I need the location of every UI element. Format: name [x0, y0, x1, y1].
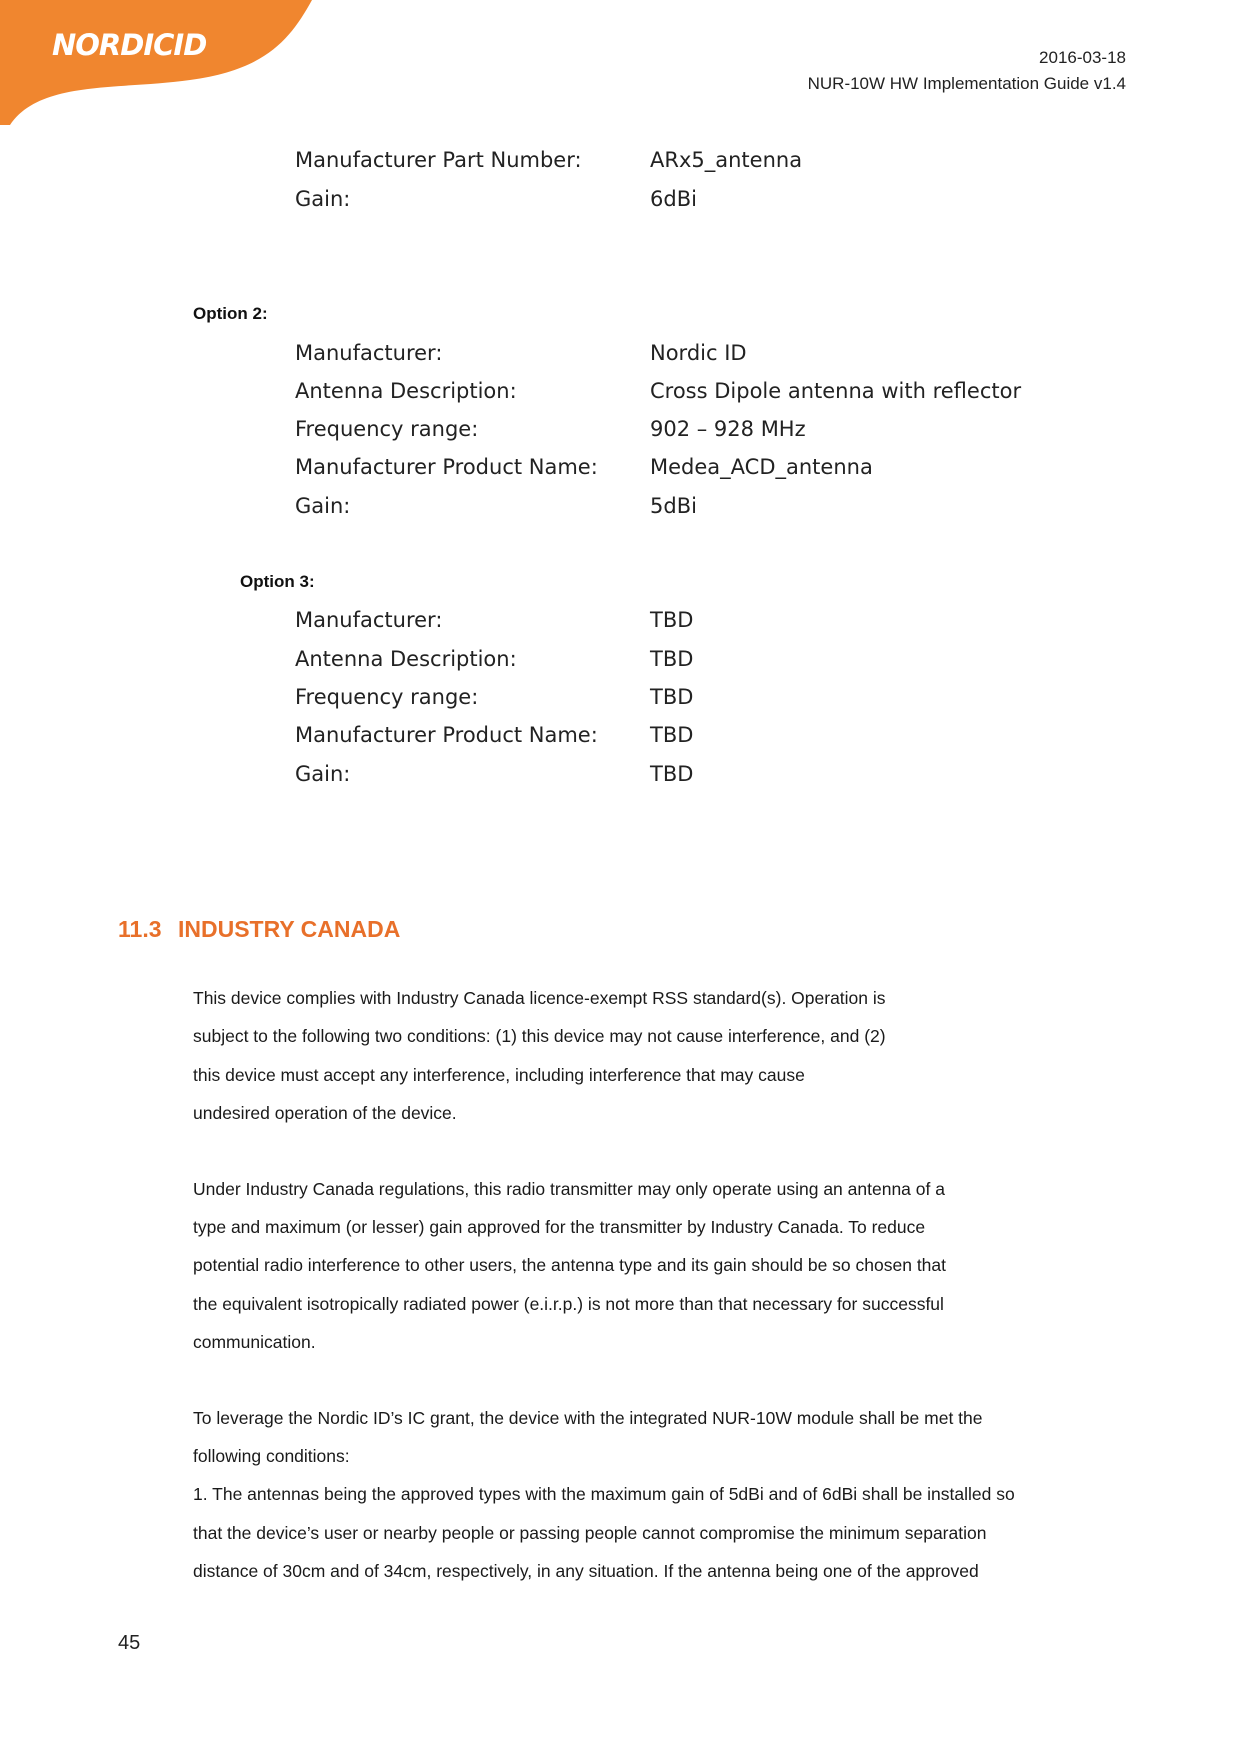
header-doc-title: NUR-10W HW Implementation Guide v1.4 — [807, 74, 1126, 93]
nordicid-logo — [0, 0, 320, 130]
logo-text: NORDICID — [52, 28, 207, 62]
kv-key: Manufacturer: — [295, 608, 443, 632]
paragraph-line: distance of 30cm and of 34cm, respectively, in any situation. If the antenna being one of the approved — [193, 1561, 979, 1581]
kv-key: Antenna Description: — [295, 379, 517, 403]
paragraph-line: potential radio interference to other users, the antenna type and its gain should be so chosen that — [193, 1255, 947, 1275]
kv-key: Manufacturer Product Name: — [295, 455, 598, 479]
kv-value: Nordic ID — [650, 341, 747, 365]
paragraph-line: communication. — [193, 1332, 316, 1352]
kv-value: TBD — [650, 723, 694, 747]
option-2-label: Option 2: — [193, 304, 268, 323]
kv-key: Antenna Description: — [295, 647, 517, 671]
section-heading — [118, 916, 400, 943]
kv-value: TBD — [650, 685, 694, 709]
kv-value: 6dBi — [650, 187, 697, 211]
paragraph-line: Under Industry Canada regulations, this radio transmitter may only operate using an antenna of a — [193, 1179, 945, 1199]
kv-value: 902 – 928 MHz — [650, 417, 806, 441]
kv-value: ARx5_antenna — [650, 148, 803, 172]
paragraph-line: This device complies with Industry Canada licence-exempt RSS standard(s). Operation is — [193, 988, 886, 1008]
paragraph-line: the equivalent isotropically radiated power (e.i.r.p.) is not more than that necessary for successful — [193, 1294, 944, 1314]
kv-key: Manufacturer: — [295, 341, 443, 365]
page-number: 45 — [118, 1632, 141, 1654]
kv-value: TBD — [650, 647, 694, 671]
kv-key: Gain: — [295, 187, 351, 211]
paragraph-line: type and maximum (or lesser) gain approved for the transmitter by Industry Canada. To reduce — [193, 1217, 926, 1237]
kv-key: Manufacturer Product Name: — [295, 723, 598, 747]
kv-value: Cross Dipole antenna with reflector — [650, 379, 1022, 403]
paragraph-line: that the device’s user or nearby people or passing people cannot compromise the minimum separation — [193, 1523, 987, 1543]
kv-key: Gain: — [295, 494, 351, 518]
section-title: INDUSTRY CANADA — [178, 916, 401, 942]
kv-key: Frequency range: — [295, 685, 479, 709]
section-number: 11.3 — [118, 916, 162, 942]
header-date: 2016-03-18 — [1039, 48, 1126, 67]
option-3-label: Option 3: — [240, 572, 315, 591]
kv-value: 5dBi — [650, 494, 697, 518]
kv-value: Medea_ACD_antenna — [650, 455, 873, 479]
logo-swoosh-icon — [0, 0, 320, 130]
paragraph-line: this device must accept any interference, including interference that may cause — [193, 1065, 805, 1085]
kv-value: TBD — [650, 762, 694, 786]
kv-key: Frequency range: — [295, 417, 479, 441]
paragraph-line: subject to the following two conditions: (1) this device may not cause interference, and (2) — [193, 1026, 886, 1046]
kv-value: TBD — [650, 608, 694, 632]
paragraph-line: 1. The antennas being the approved types with the maximum gain of 5dBi and of 6dBi shall be installed so — [193, 1484, 1015, 1504]
kv-key: Gain: — [295, 762, 351, 786]
paragraph-line: undesired operation of the device. — [193, 1103, 457, 1123]
kv-key: Manufacturer Part Number: — [295, 148, 582, 172]
paragraph-line: To leverage the Nordic ID’s IC grant, the device with the integrated NUR-10W module shall be met the — [193, 1408, 983, 1428]
paragraph-line: following conditions: — [193, 1446, 350, 1466]
